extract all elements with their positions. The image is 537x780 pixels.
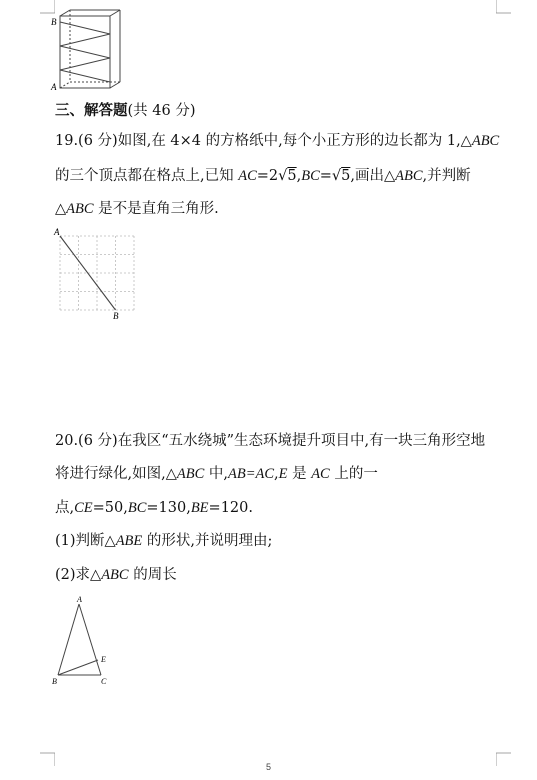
q20-line-2: 将进行绿化,如图,△ABC 中,AB=AC,E 是 AC 上的一 xyxy=(55,466,378,482)
section-points: (共 46 分) xyxy=(127,103,196,119)
q20-label-a: A xyxy=(77,595,82,604)
q19-label-a: A xyxy=(54,227,60,237)
q20-line-3: 点,CE=50,BC=130,BE=120. xyxy=(55,500,253,516)
q20-label-b: B xyxy=(52,677,57,686)
q20-sub-1: (1)判断△ABE 的形状,并说明理由; xyxy=(55,533,273,549)
prism-label-b: B xyxy=(51,17,57,27)
section-title: 三、解答题 xyxy=(55,102,128,119)
q20-triangle-figure xyxy=(48,594,118,690)
q20-sub-2: (2)求△ABC 的周长 xyxy=(55,567,177,583)
q19-line-2: 的三个顶点都在格点上,已知 AC=2√5,BC=√5,画出△ABC,并判断 xyxy=(55,168,471,184)
section-heading xyxy=(55,99,195,120)
page-number: 5 xyxy=(265,762,271,772)
q20-line-1: 20.(6 分)在我区“五水绕城”生态环境提升项目中,有一块三角形空地 xyxy=(55,433,486,449)
prism-figure xyxy=(48,4,138,94)
q20-label-c: C xyxy=(101,677,107,686)
prism-label-a: A xyxy=(51,82,57,92)
q19-line-3: △ABC 是不是直角三角形. xyxy=(55,201,219,217)
q19-line-1: 19.(6 分)如图,在 4×4 的方格纸中,每个小正方形的边长都为 1,△ABC xyxy=(55,133,500,149)
crop-mark-top-right xyxy=(496,0,518,14)
q19-label-b: B xyxy=(113,311,119,321)
q19-grid-figure xyxy=(50,226,145,322)
q20-label-e: E xyxy=(101,655,106,664)
